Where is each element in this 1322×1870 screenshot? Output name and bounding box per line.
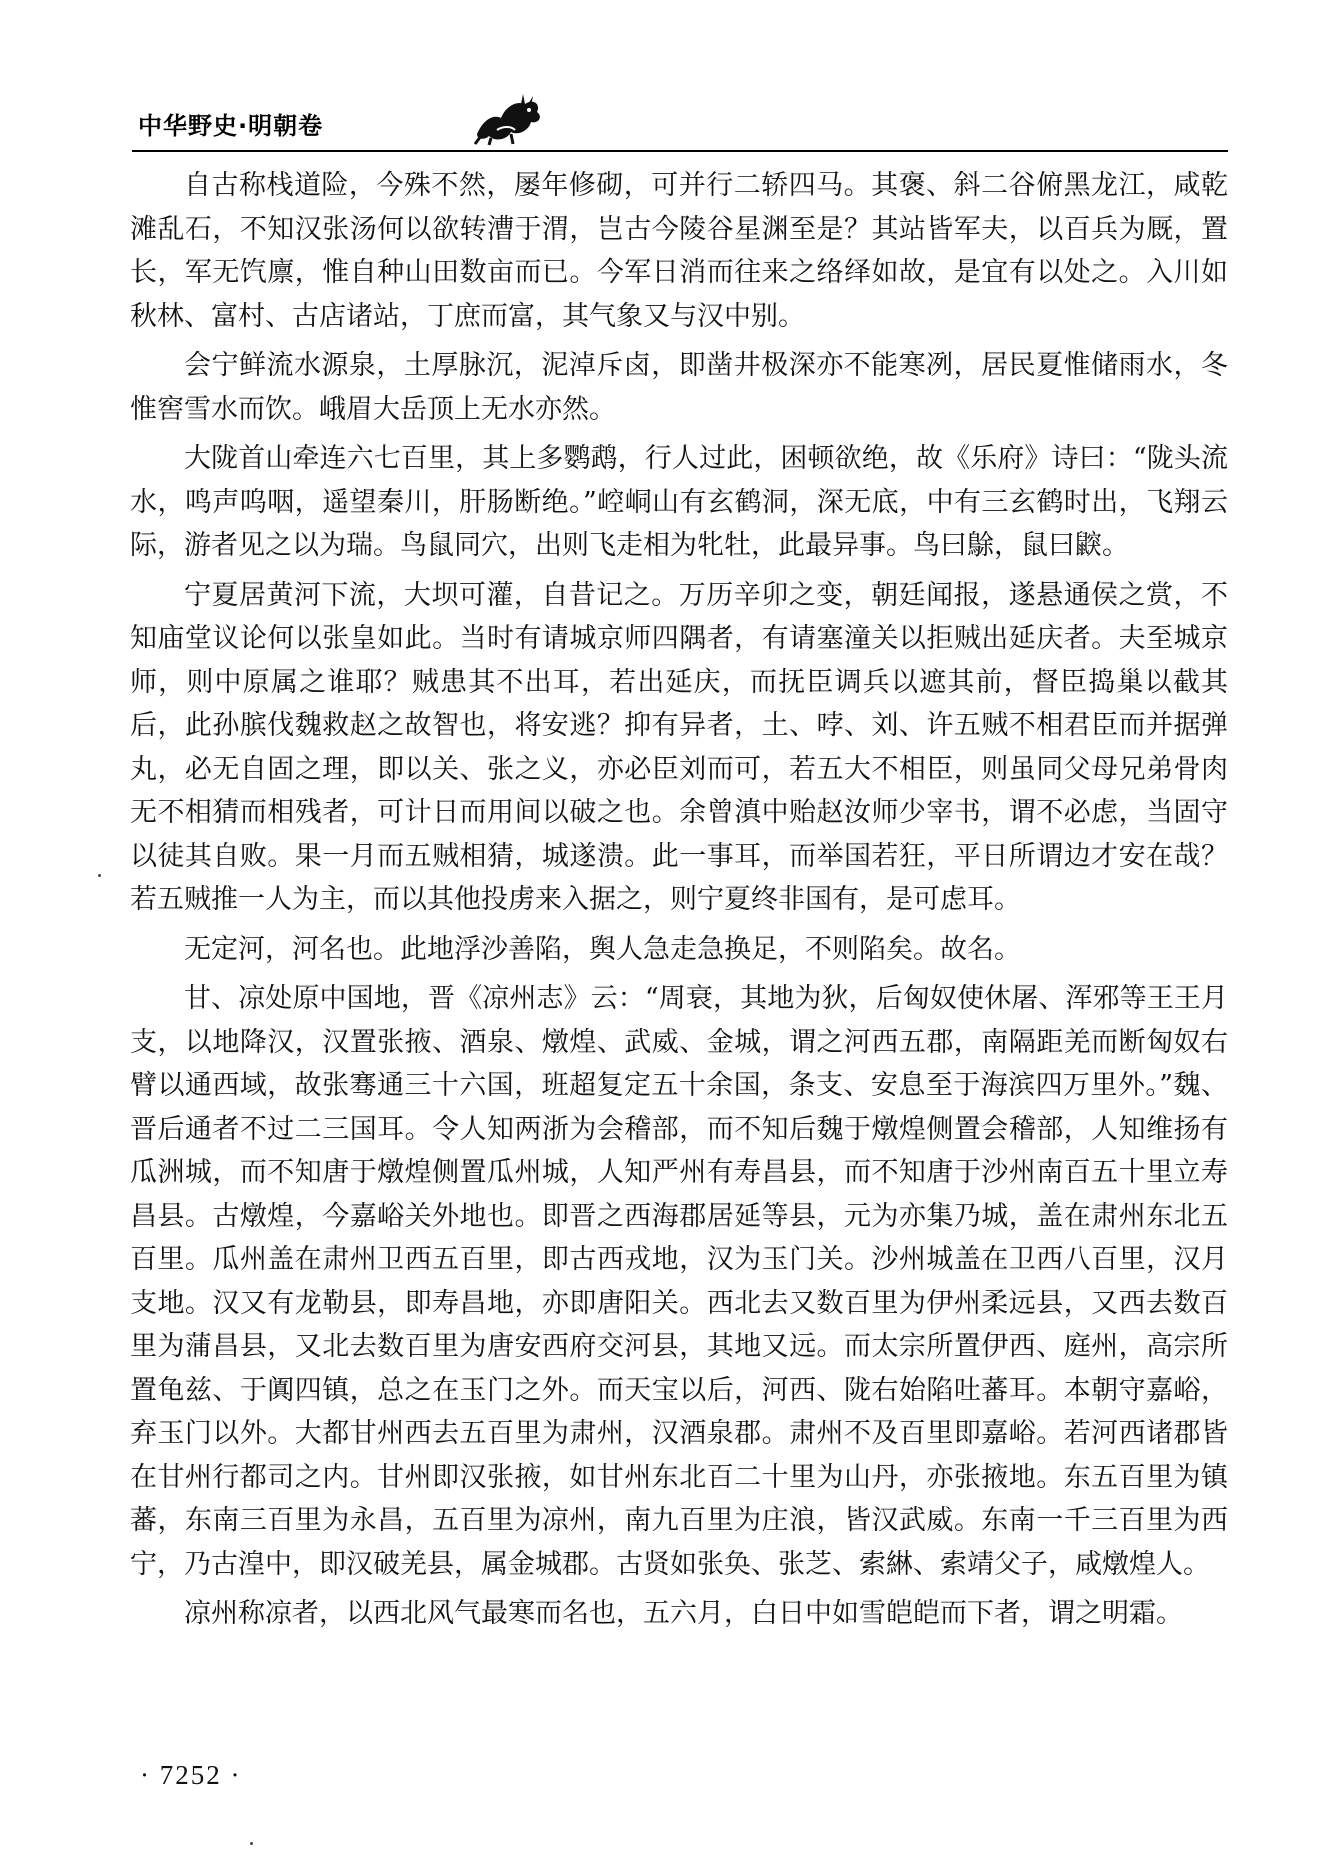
book-title: 中华野史·明朝卷 [138,112,324,140]
paragraph: 无定河，河名也。此地浮沙善陷，舆人急走急换足，不则陷矣。故名。 [184,933,1021,965]
header-divider [132,150,1228,152]
page-number: · 7252 · [140,1760,242,1790]
paragraph: 会宁鲜流水源泉，土厚脉沉，泥淖斥卤，即凿井极深亦不能寒冽，居民夏惟储雨水，冬惟窖雪水而饮。峨眉大岳顶上无水亦然。 [130,350,1228,425]
paragraph: 宁夏居黄河下流，大坝可灌，自昔记之。万历辛卯之变，朝廷闻报，遂悬通侯之赏，不知庙堂议论何以张皇如此。当时有请城京师四隅者，有请塞潼关以拒贼出延庆者。夫至城京师，则中原属之谁耶？贼患其不出耳，若出延庆，而抚臣调兵以遮其前，督臣捣巢以截其后，此孙膑伐魏救赵之故智也，将安逃？抑有异者，土、哱、刘、许五贼不相君臣而并据弹丸，必无自固之理，即以关、张之义，亦必臣刘而可，若五大不相臣，则虽同父母兄弟骨肉无不相猜而相残者，可计日而用间以破之也。余曾滇中贻赵汝师少宰书，谓不必虑，当固守以徒其自败。果一月而五贼相猜，城遂溃。此一事耳，而举国若狂，平日所谓边才安在哉？若五贼推一人为主，而以其他投虏来入据之，则宁夏终非国有，是可虑耳。 [130,579,1228,915]
main-text [130,164,1228,1642]
paragraph: 凉州称凉者，以西北风气最寒而名也，五六月，白日中如雪皑皑而下者，谓之明霜。 [184,1598,1183,1629]
scan-speck [98,874,101,877]
paragraph: 自古称栈道险，今殊不然，屡年修砌，可并行二轿四马。其褒、斜二谷俯黑龙江，咸乾滩乱石，不知汉张汤何以欲转漕于渭，岂古今陵谷星渊至是？其站皆军夫，以百兵为厩，置长，军无饩廪，惟自种山田数亩而已。今军日消而往来之络绎如故，是宜有以处之。入川如秋林、富村、古店诸站，丁庶而富，其气象又与汉中别。 [130,170,1228,332]
paragraph: 甘、凉处原中国地，晋《凉州志》云：“周衰，其地为狄，后匈奴使休屠、浑邪等王王月支，以地降汉，汉置张掖、酒泉、燉煌、武威、金城，谓之河西五郡，南隔距羌而断匈奴右臂以通西域，故张骞通三十六国，班超复定五十余国，条支、安息至于海滨四万里外。”魏、晋后通者不过二三国耳。令人知两浙为会稽部，而不知后魏于燉煌侧置会稽部，人知维扬有瓜洲城，而不知唐于燉煌侧置瓜州城，人知严州有寿昌县，而不知唐于沙州南百五十里立寿昌县。古燉煌，今嘉峪关外地也。即晋之西海郡居延等县，元为亦集乃城，盖在肃州东北五百里。瓜州盖在肃州卫西五百里，即古西戎地，汉为玉门关。沙州城盖在卫西八百里，汉月支地。汉又有龙勒县，即寿昌地，亦即唐阳关。西北去又数百里为伊州柔远县，又西去数百里为蒲昌县，又北去数百里为唐安西府交河县，其地又远。而太宗所置伊西、庭州，高宗所置龟兹、于阗四镇，总之在玉门之外。而天宝以后，河西、陇右始陷吐蕃耳。本朝守嘉峪，弃玉门以外。大都甘州西去五百里为肃州，汉酒泉郡。肃州不及百里即嘉峪。若河西诸郡皆在甘州行都司之内。甘州即汉张掖，如甘州东北百二十里为山丹，亦张掖地。东五百里为镇蕃，东南三百里为永昌，五百里为凉州，南九百里为庄浪，皆汉武威。东南一千三百里为西宁，乃古湟中，即汉破羌县，属金城郡。古贤如张奂、张芝、索綝、索靖父子，咸燉煌人。 [130,983,1228,1580]
page-header [132,94,1232,150]
dragon-emblem-icon [467,90,547,146]
scan-speck [250,1842,253,1845]
paragraph: 大陇首山牵连六七百里，其上多鹦鹉，行人过此，困顿欲绝，故《乐府》诗曰：“陇头流水，鸣声呜咽，遥望秦川，肝肠断绝。”崆峒山有玄鹤洞，深无底，中有三玄鹤时出，飞翔云际，游者见之以为瑞。鸟鼠同穴，出则飞走相为牝牡，此最异事。鸟曰鵌，鼠曰鼵。 [130,443,1228,561]
